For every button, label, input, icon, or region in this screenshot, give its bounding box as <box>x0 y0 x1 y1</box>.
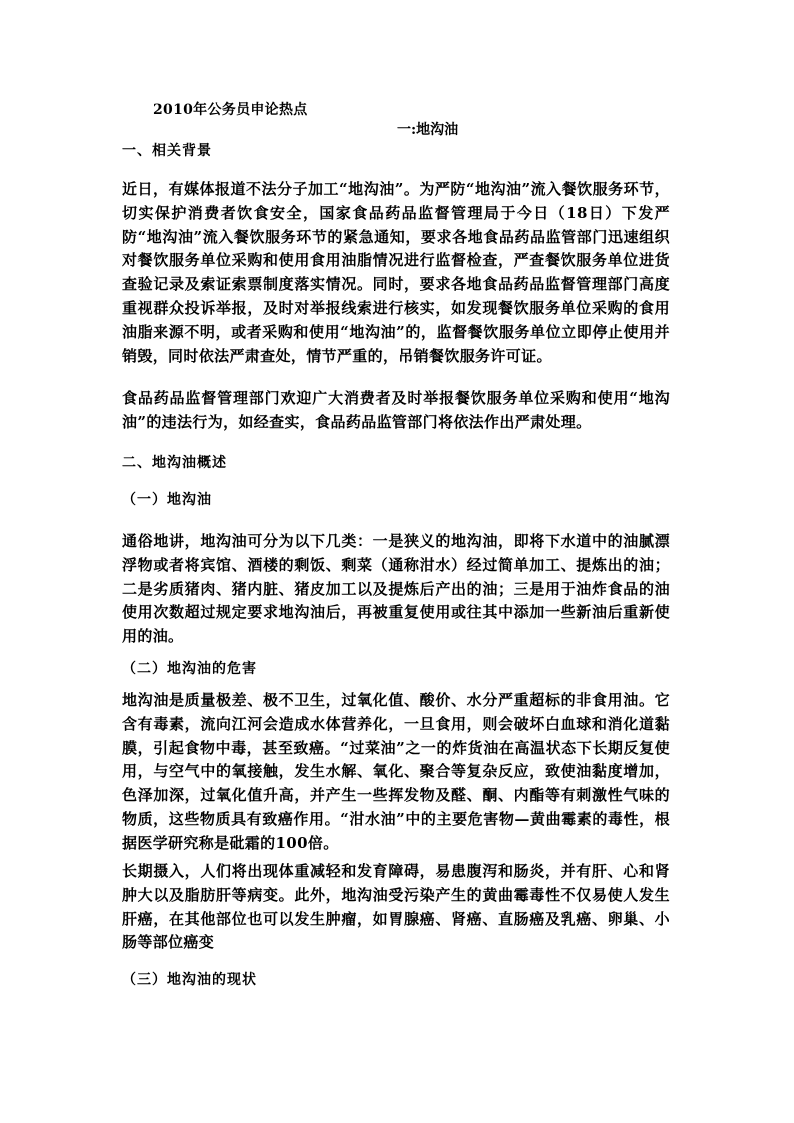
document-subtitle: 一:地沟油 <box>397 122 459 138</box>
paragraph-background-report: 食品药品监督管理部门欢迎广大消费者及时举报餐饮服务单位采购和使用“地沟油”的违法行为，如经查实，食品药品监管部门将依法作出严肃处理。 <box>122 389 670 431</box>
section-heading-background: 一、相关背景 <box>122 143 212 159</box>
subsection-heading-definition: （一）地沟油 <box>122 492 212 508</box>
paragraph-background-news: 近日，有媒体报道不法分子加工“地沟油”。为严防“地沟油”流入餐饮服务环节，切实保护消费者饮食安全，国家食品药品监督管理局于今日（18日）下发严防“地沟油”流入餐饮服务环节的紧急通知，要求各地食品药品监管部门迅速组织对餐饮服务单位采购和使用食用油脂情况进行监督检查，严查餐饮服务单位进货查验记录及索证索票制度落实情况。同时，要求各地食品药品监督管理部门高度重视群众投诉举报，及时对举报线索进行核实，如发现餐饮服务单位采购的食用油脂来源不明，或者采购和使用“地沟油”的，监督餐饮服务单位立即停止使用并销毁，同时依法严肃查处，情节严重的，吊销餐饮服务许可证。 <box>122 180 670 365</box>
section-heading-overview: 二、地沟油概述 <box>122 455 227 471</box>
subsection-heading-status: （三）地沟油的现状 <box>122 972 257 988</box>
paragraph-hazards-longterm: 长期摄入，人们将出现体重减轻和发育障碍，易患腹泻和肠炎，并有肝、心和肾肿大以及脂肪肝等病变。此外，地沟油受污染产生的黄曲霉毒性不仅易使人发生肝癌，在其他部位也可以发生肿瘤，如胃腺癌、肾癌、直肠癌及乳癌、卵巢、小肠等部位癌变 <box>122 862 670 952</box>
subsection-heading-hazards: （二）地沟油的危害 <box>122 661 257 677</box>
document-title: 2010年公务员申论热点 <box>153 102 308 118</box>
paragraph-definition: 通俗地讲，地沟油可分为以下几类：一是狭义的地沟油，即将下水道中的油腻漂浮物或者将宾馆、酒楼的剩饭、剩菜（通称泔水）经过简单加工、提炼出的油；二是劣质猪肉、猪内脏、猪皮加工以及提炼后产出的油；三是用于油炸食品的油使用次数超过规定要求地沟油后，再被重复使用或往其中添加一些新油后重新使用的油。 <box>122 532 670 646</box>
paragraph-hazards-toxicity: 地沟油是质量极差、极不卫生，过氧化值、酸价、水分严重超标的非食用油。它含有毒素，流向江河会造成水体营养化，一旦食用，则会破坏白血球和消化道黏膜，引起食物中毒，甚至致癌。“过菜油”之一的炸货油在高温状态下长期反复使用，与空气中的氧接触，发生水解、氧化、聚合等复杂反应，致使油黏度增加，色泽加深，过氧化值升高，并产生一些挥发物及醛、酮、内酯等有刺激性气味的物质，这些物质具有致癌作用。“泔水油”中的主要危害物—黄曲霉素的毒性，根据医学研究称是砒霜的100倍。 <box>122 691 670 852</box>
